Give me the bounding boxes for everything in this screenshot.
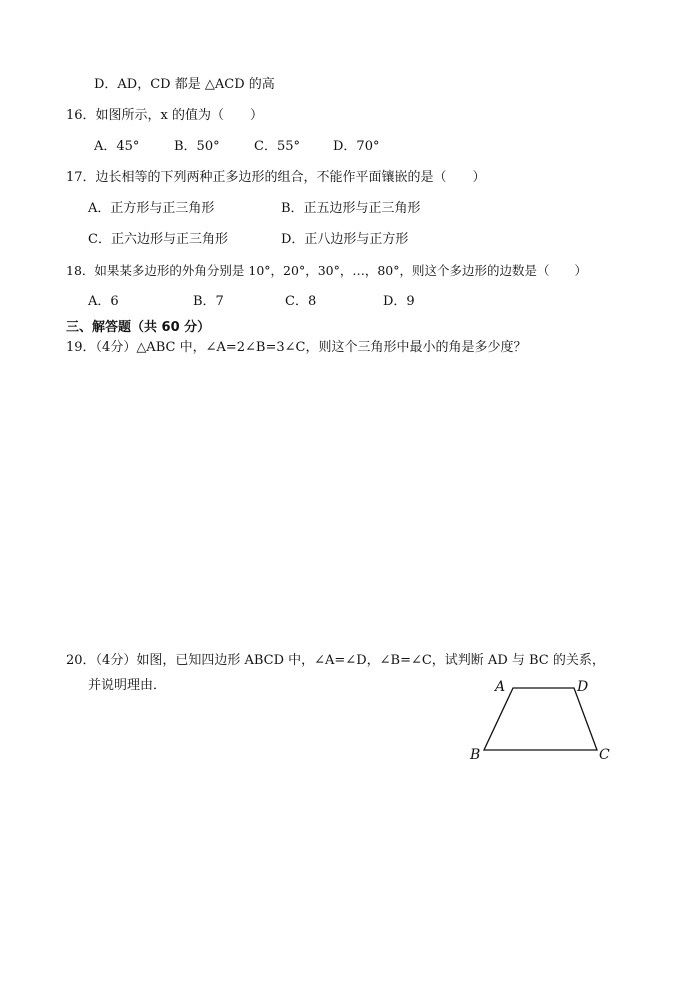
question-20: 20．（4分）如图，已知四边形 ABCD 中，∠A=∠D，∠B=∠C，试判断 AD 与 BC 的关系，	[66, 653, 605, 668]
q17-option-c: C．正六边形与正三角形	[88, 232, 228, 247]
q16-option-b: B．50°	[174, 139, 220, 154]
vertex-label-a: A	[495, 679, 506, 695]
q17-option-a: A．正方形与正三角形	[88, 201, 215, 216]
q18-option-a: A．6	[88, 294, 119, 309]
q17-option-d: D．正八边形与正方形	[281, 232, 409, 247]
question-20-continued: 并说明理由．	[88, 678, 167, 693]
q16-option-d: D．70°	[333, 139, 380, 154]
trapezoid-figure	[466, 674, 616, 766]
question-17: 17．边长相等的下列两种正多边形的组合，不能作平面镶嵌的是（ ）	[66, 170, 486, 185]
q18-option-d: D．9	[383, 294, 415, 309]
question-19: 19．（4分）△ABC 中，∠A=2∠B=3∠C，则这个三角形中最小的角是多少度？	[66, 340, 527, 355]
q18-option-c: C．8	[285, 294, 317, 309]
vertex-label-b: B	[470, 747, 481, 763]
trapezoid-abcd	[484, 688, 597, 750]
q16-option-c: C．55°	[254, 139, 300, 154]
section-3-heading: 三、解答题（共 60 分）	[66, 320, 211, 335]
vertex-label-d: D	[577, 679, 589, 695]
question-16: 16．如图所示，x 的值为（ ）	[66, 108, 264, 123]
q17-option-b: B．正五边形与正三角形	[281, 201, 421, 216]
q16-option-a: A．45°	[94, 139, 140, 154]
q15-option-d: D．AD，CD 都是 △ACD 的高	[94, 77, 275, 92]
question-18: 18．如果某多边形的外角分别是 10°，20°，30°，…，80°，则这个多边形的边数是（ ）	[66, 263, 588, 278]
q18-option-b: B．7	[193, 294, 224, 309]
vertex-label-c: C	[599, 747, 610, 763]
